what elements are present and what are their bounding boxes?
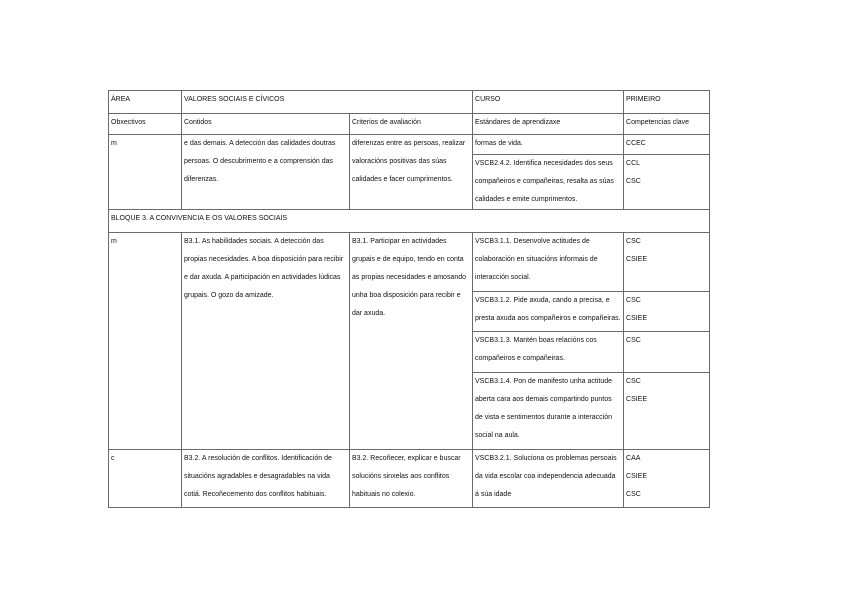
standard-cell: VSCB2.4.2. Identifica necesidades dos seus compañeiros e compañeiras, resalta as súas calidades e emite cumprimentos. [473, 155, 624, 210]
competencia: CSC [626, 337, 641, 344]
area-label: ÁREA [109, 91, 182, 114]
competencia: CCL [626, 160, 641, 167]
competencias-cell [624, 135, 710, 155]
competencias-cell [624, 155, 710, 210]
table-row [109, 233, 710, 292]
competencias-cell [624, 450, 710, 508]
area-value: VALORES SOCIAIS E CÍVICOS [182, 91, 473, 114]
col-estandares: Estándares de aprendizaxe [473, 114, 624, 135]
competencias-cell [624, 332, 710, 373]
criterios-cell: B3.1. Participar en actividades grupais e de equipo, tendo en conta as propias necesidades e amosando unha boa disposición para recibir e dar axuda. [350, 233, 473, 450]
obxectivo-cell: c [109, 450, 182, 508]
competencia: CSC [626, 238, 641, 245]
competencia: CSIEE [626, 256, 648, 263]
competencia: CSC [626, 378, 641, 385]
standard-cell: VSCB3.1.1. Desenvolve actitudes de colaboración en situacións informais de interacción social. [473, 233, 624, 292]
obxectivo-cell: m [109, 135, 182, 210]
competencia: CSIEE [626, 396, 648, 403]
column-header-row [109, 114, 710, 135]
block-title-row [109, 210, 710, 233]
competencia: CSIEE [626, 473, 648, 480]
table-row [109, 135, 710, 155]
competencia: CCEC [626, 140, 646, 147]
standard-cell: VSCB3.1.4. Pon de manifesto unha actitude aberta cara aos demais compartindo puntos de vista e sentimentos durante a interacción social na aula. [473, 373, 624, 450]
standard-cell: VSCB3.2.1. Soluciona os problemas persoais da vida escolar coa independencia adecuada á súa idade [473, 450, 624, 508]
competencia: CSC [626, 491, 641, 498]
contidos-cell: B3.1. As habilidades sociais. A detección das propias necesidades. A boa disposición para recibir e dar axuda. A participación en actividades lúdicas grupais. O gozo da amizade. [182, 233, 350, 450]
competencia: CSIEE [626, 315, 648, 322]
block-title: BLOQUE 3. A CONVIVENCIA E OS VALORES SOCIAIS [109, 210, 710, 233]
obxectivo-cell: m [109, 233, 182, 450]
header-row [109, 91, 710, 114]
contidos-cell: B3.2. A resolución de conflitos. Identificación de situacións agradables e desagradables na vida cotiá. Recoñecemento dos conflitos habituais. [182, 450, 350, 508]
competencias-cell [624, 292, 710, 332]
competencias-cell [624, 233, 710, 292]
col-obxectivos: Obxectivos [109, 114, 182, 135]
competencia: CAA [626, 455, 641, 462]
contidos-cell: e das demais. A detección das calidades doutras persoas. O descubrimento e a comprensión das diferenzas. [182, 135, 350, 210]
competencia: CSC [626, 297, 641, 304]
curso-value: PRIMEIRO [624, 91, 710, 114]
competencia: CSC [626, 178, 641, 185]
curriculum-table [108, 90, 710, 508]
table-row [109, 450, 710, 508]
competencias-cell [624, 373, 710, 450]
col-contidos: Contidos [182, 114, 350, 135]
col-criterios: Criterios de avaliación [350, 114, 473, 135]
standard-cell: formas de vida. [473, 135, 624, 155]
criterios-cell: diferenzas entre as persoas, realizar valoracións positivas das súas calidades e facer cumprimentos. [350, 135, 473, 210]
standard-cell: VSCB3.1.3. Mantén boas relacións cos compañeiros e compañeiras. [473, 332, 624, 373]
col-competencias: Competencias clave [624, 114, 710, 135]
criterios-cell: B3.2. Recoñecer, explicar e buscar solucións sinxelas aos conflitos habituais no colexio. [350, 450, 473, 508]
curso-label: CURSO [473, 91, 624, 114]
standard-cell: VSCB3.1.2. Pide axuda, cando a precisa, e presta axuda aos compañeiros e compañeiras. [473, 292, 624, 332]
